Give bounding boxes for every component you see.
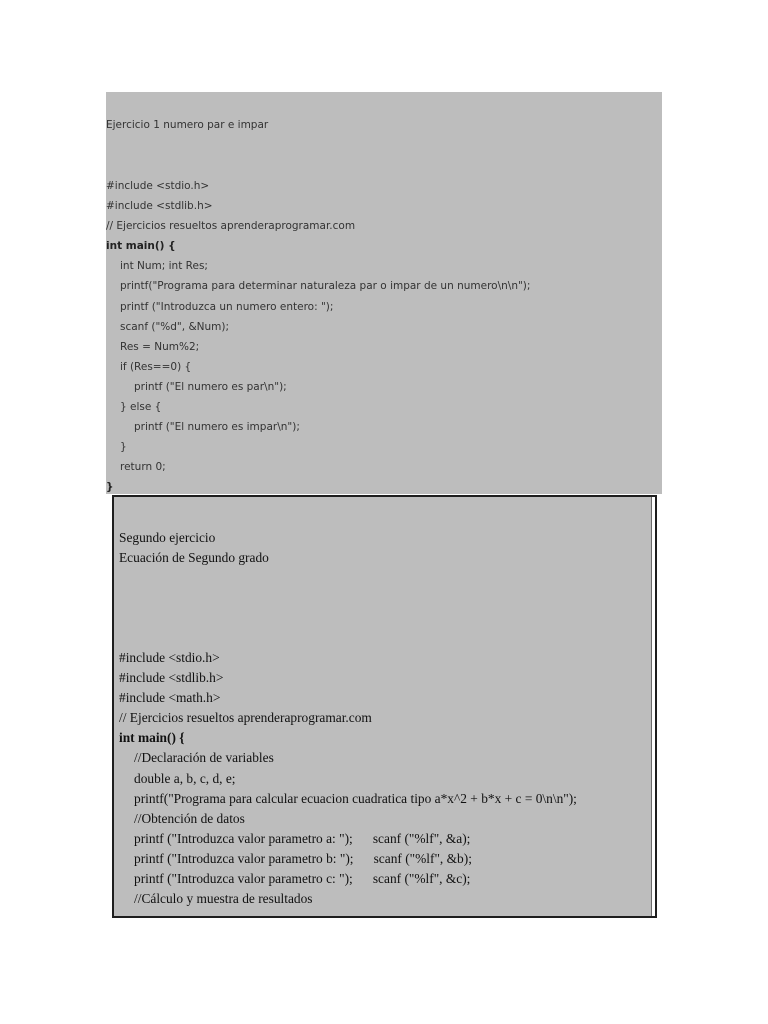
code-line: printf ("Introduzca valor parametro a: "); scanf ("%lf", &a); (134, 830, 471, 846)
main-signature-line: int main() { (106, 240, 176, 253)
code-line: } (106, 481, 114, 494)
exercise1-title: Ejercicio 1 numero par e impar (106, 119, 269, 131)
exercise2-code (119, 648, 577, 909)
code-line: #include <stdio.h> (119, 650, 220, 665)
code-line: #include <stdio.h> (106, 180, 210, 192)
exercise2-subtitle: Ecuación de Segundo grado (119, 550, 269, 566)
exercise2-title: Segundo ejercicio (119, 530, 216, 545)
code-line: scanf ("%d", &Num); (120, 320, 229, 333)
code-line: } (120, 441, 127, 454)
code-line: return 0; (120, 461, 166, 474)
exercise2-code-block (112, 495, 657, 918)
code-line: printf ("El numero es impar\n"); (134, 421, 300, 434)
code-line: printf ("Introduzca valor parametro c: "); scanf ("%lf", &c); (134, 871, 471, 887)
code-line: Res = Num%2; (120, 340, 200, 353)
code-comment-line: //Declaración de variables (134, 750, 274, 766)
code-line: int Num; int Res; (120, 260, 208, 273)
code-comment-line: //Obtención de datos (134, 810, 245, 826)
code-line: printf ("Introduzca un numero entero: "); (120, 300, 334, 313)
code-line: printf("Programa para determinar naturaleza par o impar de un numero\n\n"); (120, 280, 531, 293)
exercise1-code-block (106, 92, 662, 494)
code-line: #include <math.h> (119, 690, 221, 706)
code-comment-line: //Cálculo y muestra de resultados (134, 891, 313, 907)
code-line: printf ("El numero es par\n"); (134, 380, 287, 393)
code-line: #include <stdlib.h> (106, 200, 213, 213)
exercise1-code (106, 176, 530, 498)
code-comment-line: // Ejercicios resueltos aprenderaprogramar.com (106, 220, 356, 233)
exercise2-heading (119, 528, 269, 568)
code-line: printf ("Introduzca valor parametro b: "); scanf ("%lf", &b); (134, 850, 472, 866)
code-line: } else { (120, 401, 162, 414)
code-line: printf("Programa para calcular ecuacion cuadratica tipo a*x^2 + b*x + c = 0\n\n"); (134, 790, 577, 806)
code-line: #include <stdlib.h> (119, 670, 224, 686)
code-comment-line: // Ejercicios resueltos aprenderaprogramar.com (119, 710, 372, 726)
code-line: double a, b, c, d, e; (134, 770, 236, 786)
main-signature-line: int main() { (119, 730, 185, 746)
code-line: if (Res==0) { (120, 360, 192, 373)
